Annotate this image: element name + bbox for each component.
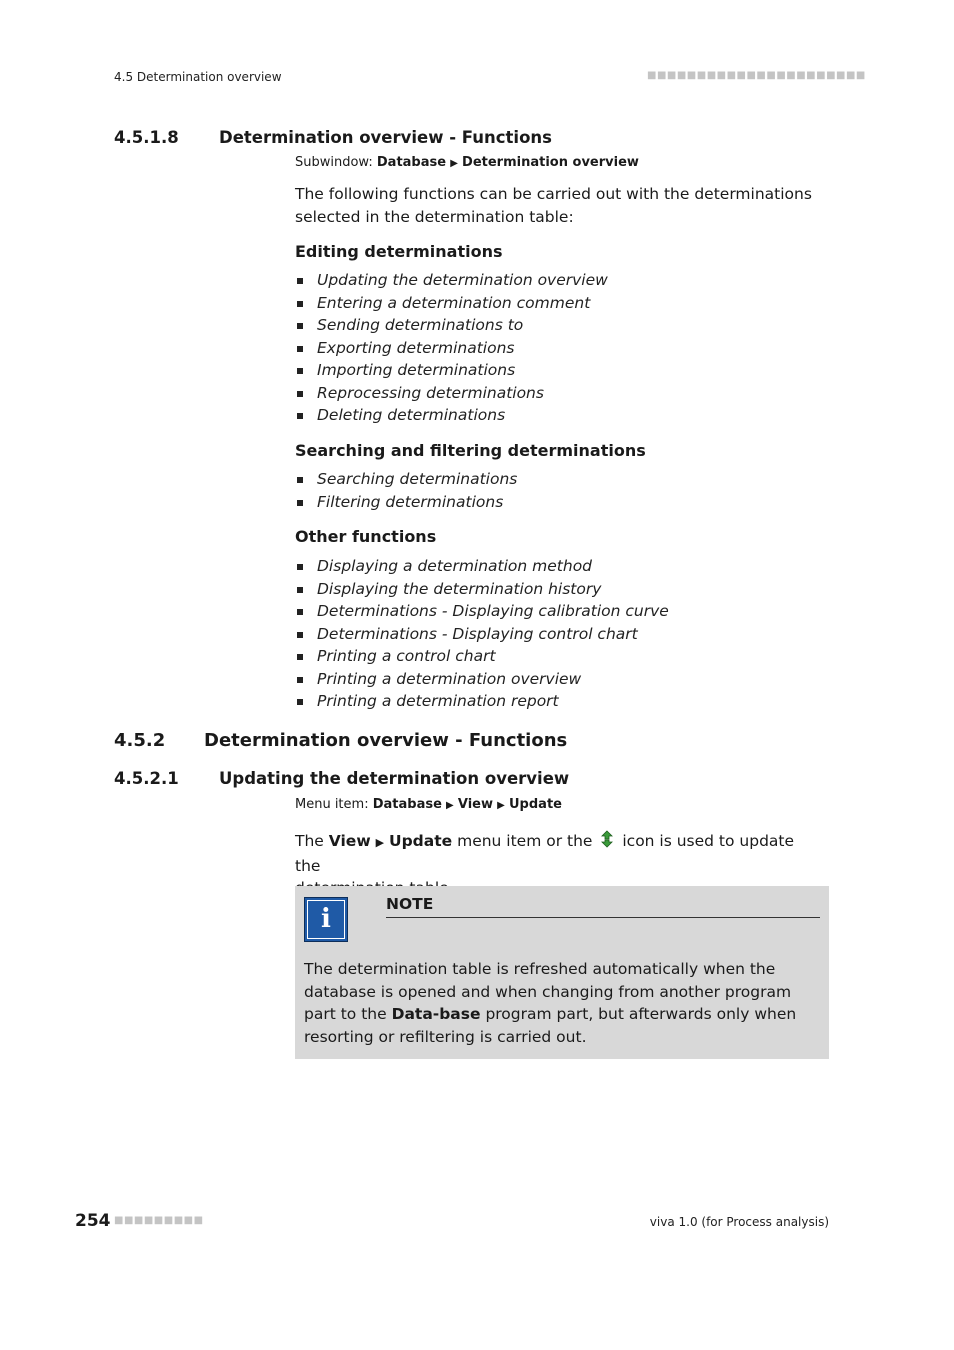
text-run: The (295, 832, 324, 850)
list-item[interactable]: Printing a control chart (295, 645, 669, 668)
note-text (304, 958, 824, 1048)
list-item[interactable]: Searching determinations (295, 468, 517, 491)
product-name: viva 1.0 (for Process analysis) (649, 1215, 829, 1229)
list-item[interactable]: Reprocessing determinations (295, 382, 608, 405)
footer-decoration (114, 1215, 204, 1226)
text-run: icon is used to update the (295, 832, 795, 875)
section-number: 4.5.2 (114, 730, 166, 751)
section-number: 4.5.2.1 (114, 769, 179, 788)
intro-paragraph: The following functions can be carried out with the determinations selected in the determination table: (295, 185, 812, 226)
header-decoration: ■■■■■■■■■■■■■■■■■■■■■■ (647, 70, 866, 81)
note-divider (386, 917, 820, 918)
group-title: Editing determinations (295, 242, 503, 261)
path-arrow-icon: ▶ (375, 836, 385, 849)
section-title: Determination overview - Functions (204, 730, 568, 751)
menu-path-part: View (457, 797, 494, 812)
note-title: NOTE (386, 895, 434, 913)
section-number: 4.5.1.8 (114, 128, 179, 147)
text-run: menu item or the (457, 832, 593, 850)
subwindow-path-part: Database (376, 155, 447, 170)
list-item[interactable]: Sending determinations to (295, 314, 608, 337)
info-icon: i (304, 897, 348, 942)
list-item[interactable]: Printing a determination overview (295, 668, 669, 691)
bullet-list (295, 555, 669, 713)
subwindow-path (295, 155, 639, 170)
group-title: Searching and filtering determinations (295, 441, 646, 460)
menu-path-part: Update (509, 797, 562, 812)
text-run: The determination table is refreshed automatically when the database is opened and when changing from another program part to the (304, 960, 792, 1023)
section-title: Determination overview - Functions (219, 128, 552, 147)
list-item[interactable]: Displaying the determination history (295, 578, 669, 601)
page-number: 254 (75, 1211, 111, 1231)
bullet-list (295, 468, 517, 513)
section-title: Updating the determination overview (219, 769, 570, 788)
subwindow-label: Subwindow: (295, 155, 373, 170)
list-item[interactable]: Displaying a determination method (295, 555, 669, 578)
subwindow-path-part: Determination overview (462, 155, 639, 170)
text-run-bold: Update (388, 832, 453, 850)
text-run: program part, but afterwards only when resorting or refiltering is carried out. (304, 1005, 797, 1046)
refresh-icon (597, 829, 617, 849)
list-item[interactable]: Determinations - Displaying control chart (295, 623, 669, 646)
list-item[interactable]: Filtering determinations (295, 491, 517, 514)
menu-path (295, 797, 562, 812)
bullet-list (295, 269, 608, 427)
path-arrow-icon: ▶ (446, 800, 454, 811)
text-run-bold: Data-base (391, 1005, 481, 1023)
path-arrow-icon: ▶ (497, 800, 505, 811)
group-title: Other functions (295, 527, 437, 546)
list-item[interactable]: Printing a determination report (295, 690, 669, 713)
footer-dots: ■■■■■■■■■ (114, 1215, 204, 1226)
path-arrow-icon: ▶ (450, 158, 458, 169)
list-item[interactable]: Deleting determinations (295, 404, 608, 427)
list-item[interactable]: Importing determinations (295, 359, 608, 382)
note-box (295, 886, 829, 1059)
running-header: 4.5 Determination overview (114, 70, 282, 84)
list-item[interactable]: Determinations - Displaying calibration curve (295, 600, 669, 623)
list-item[interactable]: Entering a determination comment (295, 292, 608, 315)
list-item[interactable]: Updating the determination overview (295, 269, 608, 292)
text-run-bold: View (328, 832, 371, 850)
menu-label: Menu item: (295, 797, 369, 812)
list-item[interactable]: Exporting determinations (295, 337, 608, 360)
menu-path-part: Database (372, 797, 442, 812)
